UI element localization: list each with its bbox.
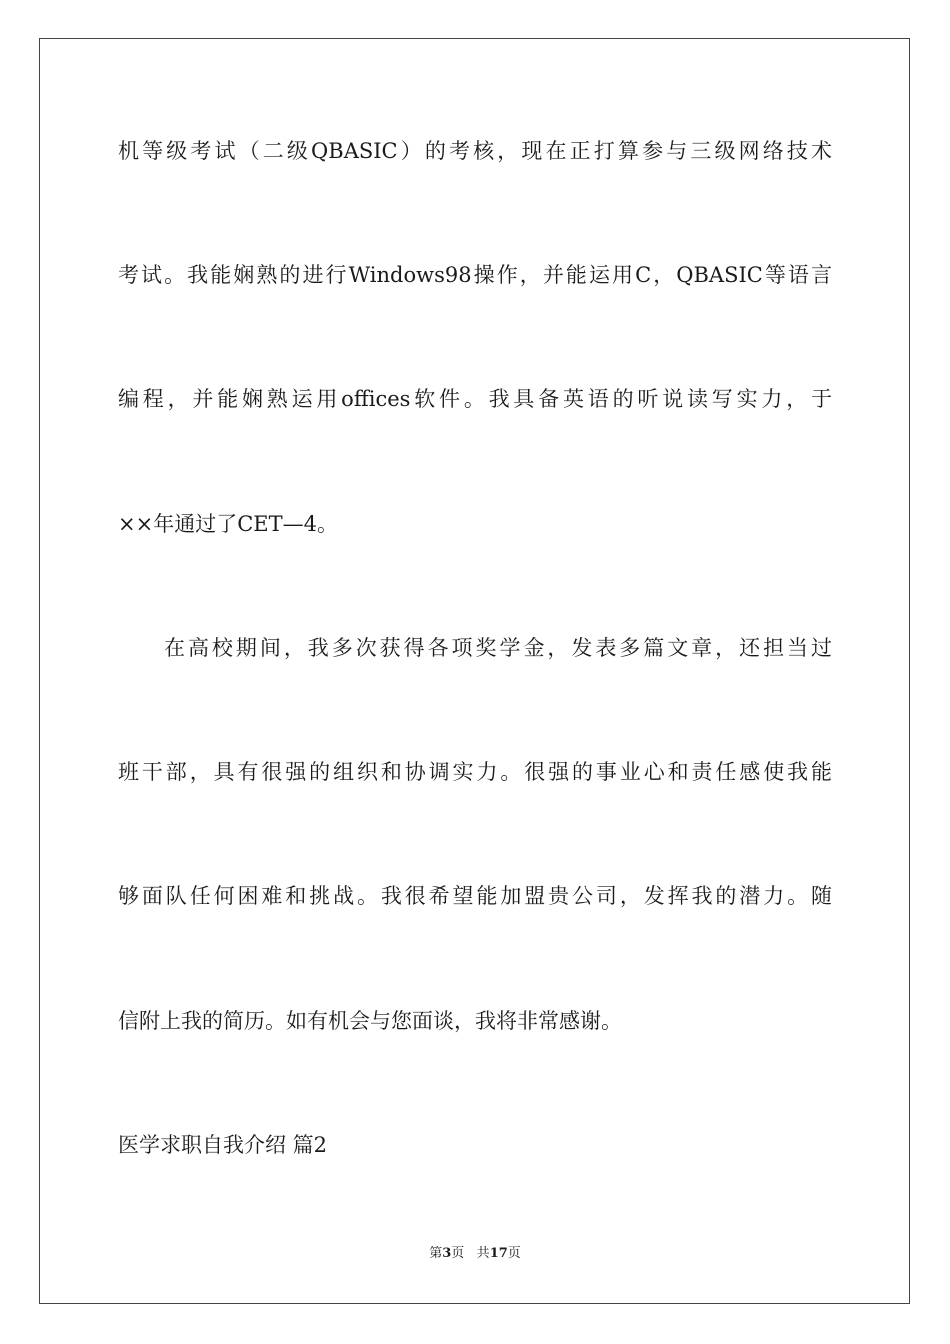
paragraph-line: 编程，并能娴熟运用offices软件。我具备英语的听说读写实力，于 xyxy=(118,387,832,411)
paragraph-line: ××年通过了CET—4。 xyxy=(118,512,338,536)
paragraph-line: 班干部，具有很强的组织和协调实力。很强的事业心和责任感使我能 xyxy=(118,760,832,784)
total-prefix: 共 xyxy=(476,1246,490,1261)
paragraph-line: 机等级考试（二级QBASIC）的考核，现在正打算参与三级网络技术 xyxy=(118,139,832,163)
total-suffix: 页 xyxy=(507,1246,521,1261)
paragraph-line: 考试。我能娴熟的进行Windows98操作，并能运用C，QBASIC等语言 xyxy=(118,263,832,287)
page-footer xyxy=(0,1244,950,1264)
paragraph-line: 够面队任何困难和挑战。我很希望能加盟贵公司，发挥我的潜力。随 xyxy=(118,884,832,908)
page-prefix: 第 xyxy=(429,1246,443,1261)
page-border xyxy=(39,38,910,1304)
total-pages: 17 xyxy=(489,1246,508,1261)
paragraph-line: 信附上我的简历。如有机会与您面谈，我将非常感谢。 xyxy=(118,1009,622,1033)
section-heading: 医学求职自我介绍 篇2 xyxy=(118,1133,328,1157)
page-suffix: 页 xyxy=(451,1246,465,1261)
page-number: 3 xyxy=(442,1246,452,1261)
paragraph-line: 在高校期间，我多次获得各项奖学金，发表多篇文章，还担当过 xyxy=(164,636,832,660)
